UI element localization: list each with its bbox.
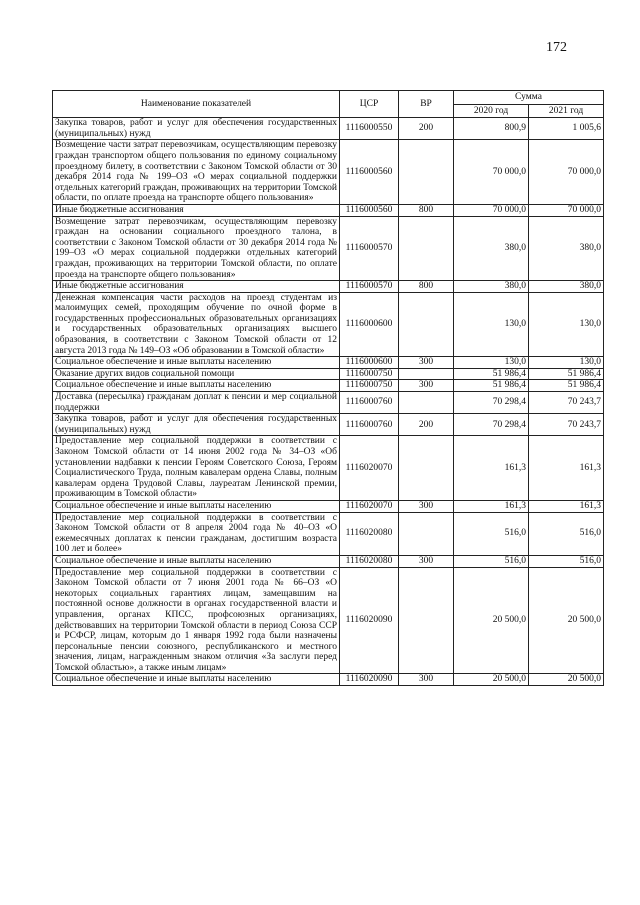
row-name-cell: Возмещение части затрат перевозчикам, осуществляющим перевозку граждан транспортом общего пользования по единому социальному проездному билету, в соответствии с Законом Томской области от 30 декабря 2014 года № 199–ОЗ «О мерах социальной поддержки отдельных категорий граждан, проживающих на территории Томской области, по оплате проезда на транспорте общего пользования» [53,140,340,205]
row-csr-cell: 1116020080 [340,555,399,567]
row-vr-cell: 800 [399,281,454,293]
row-vr-cell: 300 [399,674,454,686]
header-vr: ВР [399,91,454,118]
row-csr-cell: 1116020090 [340,567,399,674]
table-row [53,500,604,512]
row-vr-cell: 300 [399,380,454,392]
table-row [53,380,604,392]
row-vr-cell [399,140,454,205]
row-2020-cell: 70 298,4 [454,392,529,414]
row-2020-cell: 516,0 [454,555,529,567]
header-csr: ЦСР [340,91,399,118]
table-row [53,216,604,281]
row-name-cell: Доставка (пересылка) гражданам доплат к пенсии и мер социальной поддержки [53,392,340,414]
row-2020-cell: 130,0 [454,357,529,369]
row-vr-cell [399,216,454,281]
row-name-cell: Социальное обеспечение и иные выплаты населению [53,674,340,686]
row-name-cell: Предоставление мер социальной поддержки в соответствии с Законом Томской области от 7 июня 2001 года № 66–ОЗ «О некоторых социальных гарантиях лицам, замещавшим на постоянной основе должности в органах государственной власти и управления, органах КПСС, профсоюзных организациях, действовавших на территории Томской области в период Союза ССР и РСФСР, лицам, которым до 1 января 1992 года были назначены персональные пенсии союзного, республиканского и местного значения, лицам, награжденным знаком отличия «За заслуги перед Томской областью», а также иным лицам» [53,567,340,674]
row-2020-cell: 51 986,4 [454,368,529,380]
row-vr-cell: 200 [399,414,454,436]
row-2021-cell: 516,0 [529,555,604,567]
row-csr-cell: 1116020080 [340,512,399,555]
row-2020-cell: 70 298,4 [454,414,529,436]
table-row [53,392,604,414]
row-vr-cell: 200 [399,118,454,140]
row-name-cell: Возмещение затрат перевозчикам, осуществляющим перевозку граждан на основании социального проездного талона, в соответствии с Законом Томской области от 30 декабря 2014 года № 199–ОЗ «О мерах социальной поддержки отдельных категорий граждан, проживающих на территории Томской области, по оплате проезда на транспорте общего пользования» [53,216,340,281]
row-name-cell: Социальное обеспечение и иные выплаты населению [53,380,340,392]
row-name-cell: Оказание других видов социальной помощи [53,368,340,380]
row-2021-cell: 70 243,7 [529,392,604,414]
row-name-cell: Закупка товаров, работ и услуг для обеспечения государственных (муниципальных) нужд [53,118,340,140]
row-name-cell: Предоставление мер социальной поддержки в соответствии с Законом Томской области от 8 апреля 2004 года № 40–ОЗ «О ежемесячных доплатах к пенсии гражданам, достигшим возраста 100 лет и более» [53,512,340,555]
row-vr-cell: 300 [399,357,454,369]
row-2020-cell: 130,0 [454,292,529,357]
row-vr-cell [399,292,454,357]
table-row [53,281,604,293]
row-vr-cell: 800 [399,204,454,216]
row-name-cell: Социальное обеспечение и иные выплаты населению [53,500,340,512]
table-row [53,512,604,555]
row-vr-cell: 300 [399,555,454,567]
table-header-row [53,91,604,105]
row-name-cell: Предоставление мер социальной поддержки в соответствии с Законом Томской области от 14 июня 2002 года № 34–ОЗ «Об установлении надбавки к пенсии Героям Советского Союза, Героям Социалистического Труда, полным кавалерам ордена Славы, полным кавалерам ордена Трудовой Славы, лауреатам Ленинской премии, проживающим в Томской области» [53,436,340,501]
row-2020-cell: 380,0 [454,281,529,293]
row-2020-cell: 800,9 [454,118,529,140]
row-vr-cell: 300 [399,500,454,512]
header-sum: Сумма [454,91,604,105]
row-name-cell: Закупка товаров, работ и услуг для обеспечения государственных (муниципальных) нужд [53,414,340,436]
row-name-cell: Иные бюджетные ассигнования [53,281,340,293]
table-row [53,555,604,567]
row-2020-cell: 161,3 [454,500,529,512]
table-row [53,292,604,357]
row-2021-cell: 130,0 [529,357,604,369]
row-csr-cell: 1116000760 [340,392,399,414]
table-row [53,204,604,216]
table-row [53,436,604,501]
row-2020-cell: 20 500,0 [454,567,529,674]
table-row [53,674,604,686]
row-csr-cell: 1116000760 [340,414,399,436]
row-csr-cell: 1116000750 [340,380,399,392]
header-year-2020: 2020 год [454,104,529,118]
row-2020-cell: 161,3 [454,436,529,501]
page-number: 172 [546,40,567,55]
row-2021-cell: 1 005,6 [529,118,604,140]
table-body [53,118,604,686]
row-csr-cell: 1116020070 [340,436,399,501]
row-2021-cell: 161,3 [529,436,604,501]
row-2021-cell: 516,0 [529,512,604,555]
row-csr-cell: 1116000600 [340,357,399,369]
table-row [53,357,604,369]
row-vr-cell [399,567,454,674]
row-2021-cell: 70 000,0 [529,204,604,216]
row-name-cell: Социальное обеспечение и иные выплаты населению [53,555,340,567]
row-2021-cell: 70 243,7 [529,414,604,436]
row-2021-cell: 20 500,0 [529,674,604,686]
header-name: Наименование показателей [53,91,340,118]
row-2020-cell: 51 986,4 [454,380,529,392]
row-2021-cell: 130,0 [529,292,604,357]
table-row [53,414,604,436]
row-csr-cell: 1116000550 [340,118,399,140]
row-name-cell: Денежная компенсация части расходов на проезд студентам из малоимущих семей, проходящим обучение по очной форме в государственных профессиональных образовательных организациях и государственных образовательных организациях высшего образования, в соответствии с Законом Томской области от 12 августа 2013 года № 149–ОЗ «Об образовании в Томской области» [53,292,340,357]
row-csr-cell: 1116000750 [340,368,399,380]
row-vr-cell [399,368,454,380]
row-csr-cell: 1116000570 [340,216,399,281]
row-csr-cell: 1116000560 [340,204,399,216]
table-row [53,368,604,380]
row-2020-cell: 70 000,0 [454,140,529,205]
row-2020-cell: 20 500,0 [454,674,529,686]
row-csr-cell: 1116000570 [340,281,399,293]
row-2020-cell: 516,0 [454,512,529,555]
row-vr-cell [399,392,454,414]
table-row [53,140,604,205]
row-2021-cell: 51 986,4 [529,380,604,392]
table-row [53,567,604,674]
row-2021-cell: 380,0 [529,281,604,293]
row-csr-cell: 1116020090 [340,674,399,686]
row-2021-cell: 380,0 [529,216,604,281]
row-vr-cell [399,436,454,501]
row-2021-cell: 20 500,0 [529,567,604,674]
row-csr-cell: 1116000560 [340,140,399,205]
row-name-cell: Социальное обеспечение и иные выплаты населению [53,357,340,369]
budget-table [52,90,604,686]
row-2021-cell: 51 986,4 [529,368,604,380]
row-csr-cell: 1116020070 [340,500,399,512]
row-csr-cell: 1116000600 [340,292,399,357]
row-name-cell: Иные бюджетные ассигнования [53,204,340,216]
row-2021-cell: 161,3 [529,500,604,512]
row-2020-cell: 380,0 [454,216,529,281]
row-2021-cell: 70 000,0 [529,140,604,205]
row-vr-cell [399,512,454,555]
table-row [53,118,604,140]
row-2020-cell: 70 000,0 [454,204,529,216]
header-year-2021: 2021 год [529,104,604,118]
